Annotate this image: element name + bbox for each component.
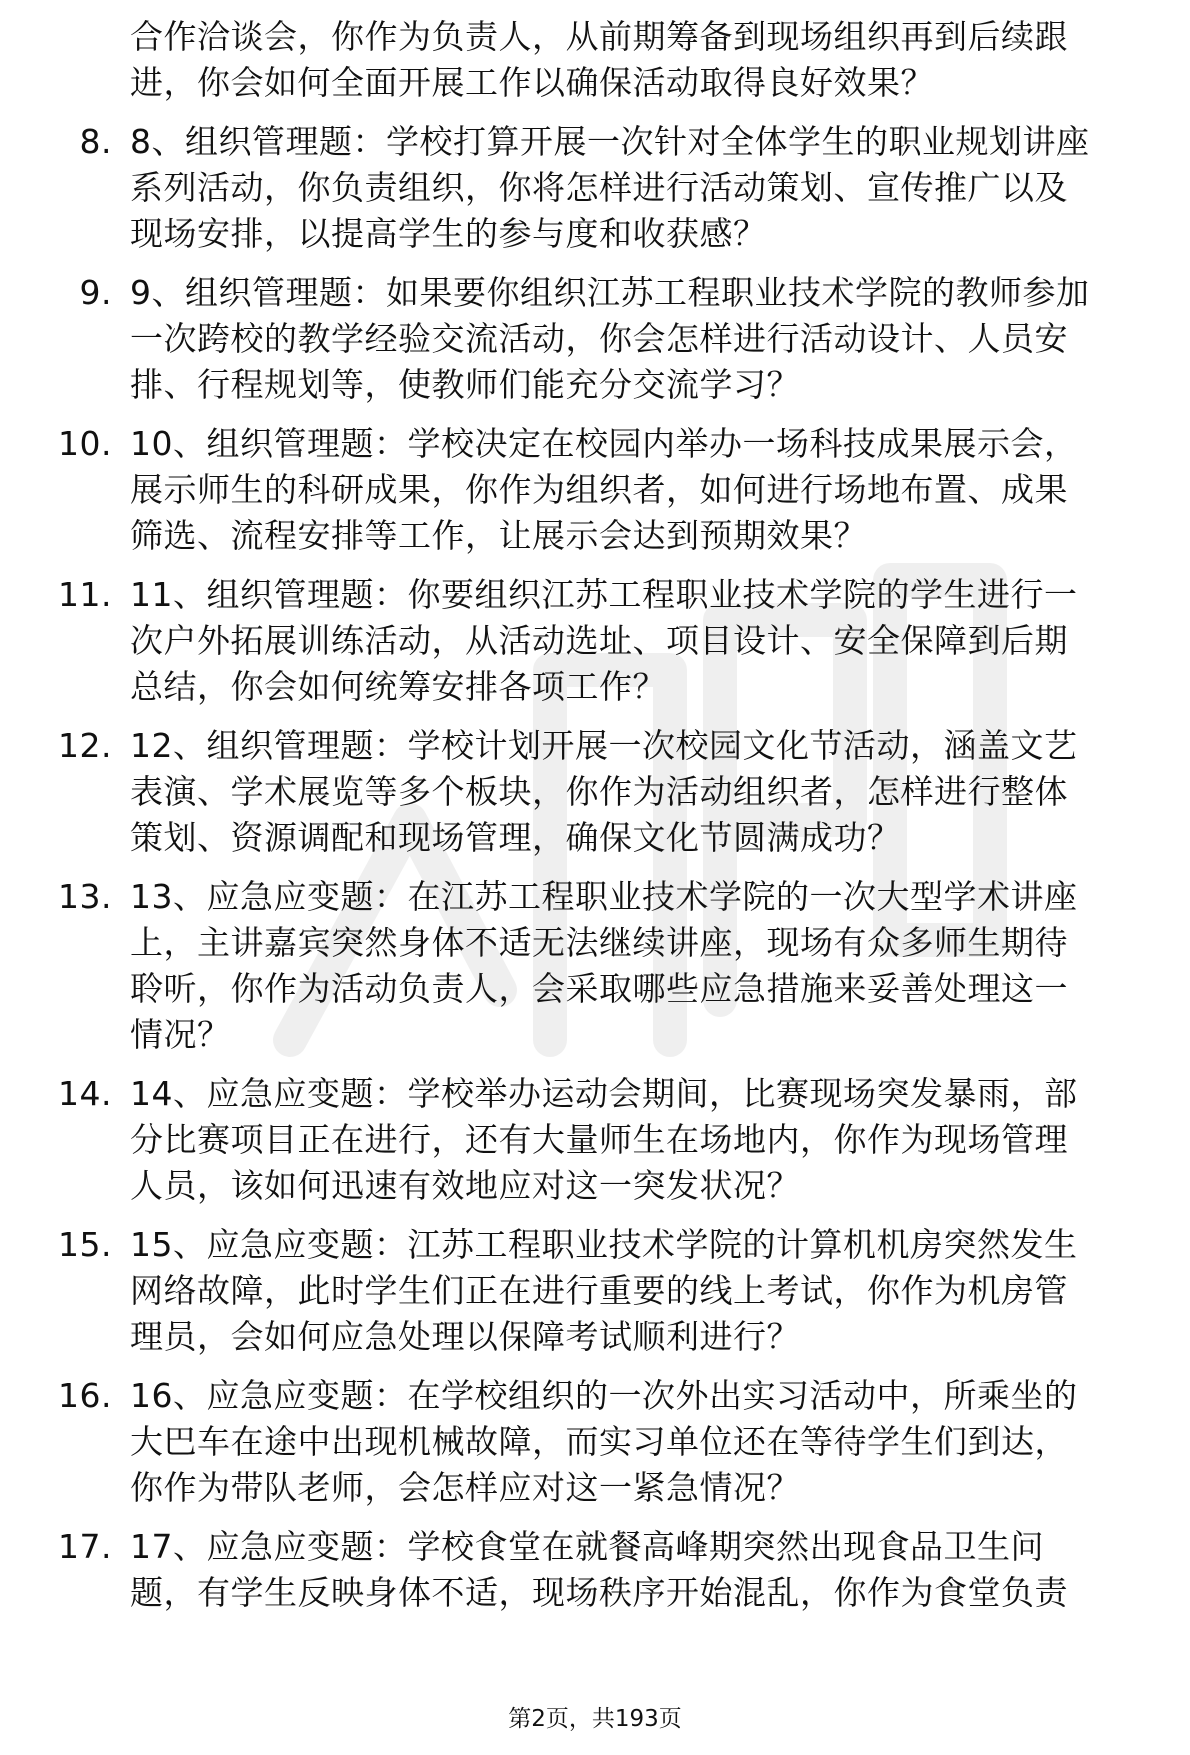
question-text: 9、组织管理题：如果要你组织江苏工程职业技术学院的教师参加 一次跨校的教学经验交流活动，你会怎样进行活动设计、人员安 排、行程规划等，使教师们能充分交流学习？ xyxy=(130,273,1090,404)
list-number: 13. xyxy=(58,877,112,916)
continuation-paragraph: 合作洽谈会，你作为负责人，从前期筹备到现场组织再到后续跟 进，你会如何全面开展工作以确保活动取得良好效果？ xyxy=(130,17,1068,102)
document-body xyxy=(0,14,1190,1616)
list-item xyxy=(0,874,1140,1058)
list-item xyxy=(0,421,1140,559)
question-text: 11、组织管理题：你要组织江苏工程职业技术学院的学生进行一 次户外拓展训练活动，从活动选址、项目设计、安全保障到后期 总结，你会如何统筹安排各项工作？ xyxy=(130,575,1078,706)
list-item xyxy=(0,1222,1140,1360)
question-text: 14、应急应变题：学校举办运动会期间，比赛现场突发暴雨，部 分比赛项目正在进行，还有大量师生在场地内，你作为现场管理 人员，该如何迅速有效地应对这一突发状况？ xyxy=(130,1074,1078,1205)
question-text: 10、组织管理题：学校决定在校园内举办一场科技成果展示会， 展示师生的科研成果，你作为组织者，如何进行场地布置、成果 筛选、流程安排等工作，让展示会达到预期效果？ xyxy=(130,424,1078,555)
question-list xyxy=(0,119,1190,1616)
list-item xyxy=(0,119,1140,257)
page-footer: 第2页，共193页 xyxy=(508,1706,682,1732)
list-item xyxy=(0,1524,1140,1616)
list-number: 11. xyxy=(58,575,112,614)
list-item xyxy=(0,270,1140,408)
question-text: 12、组织管理题：学校计划开展一次校园文化节活动，涵盖文艺 表演、学术展览等多个板块，你作为活动组织者，怎样进行整体 策划、资源调配和现场管理，确保文化节圆满成功？ xyxy=(130,726,1078,857)
list-number: 12. xyxy=(58,726,112,765)
list-item xyxy=(0,1071,1140,1209)
list-item xyxy=(0,572,1140,710)
question-text: 16、应急应变题：在学校组织的一次外出实习活动中，所乘坐的 大巴车在途中出现机械故障，而实习单位还在等待学生们到达， 你作为带队老师，会怎样应对这一紧急情况？ xyxy=(130,1376,1078,1507)
question-text: 8、组织管理题：学校打算开展一次针对全体学生的职业规划讲座 系列活动，你负责组织，你将怎样进行活动策划、宣传推广以及 现场安排，以提高学生的参与度和收获感？ xyxy=(130,122,1090,253)
list-number: 16. xyxy=(58,1376,112,1415)
list-number: 9. xyxy=(79,273,112,312)
list-item xyxy=(0,723,1140,861)
list-number: 14. xyxy=(58,1074,112,1113)
list-number: 10. xyxy=(58,424,112,463)
question-text: 13、应急应变题：在江苏工程职业技术学院的一次大型学术讲座 上，主讲嘉宾突然身体不适无法继续讲座，现场有众多师生期待 聆听，你作为活动负责人，会采取哪些应急措施来妥善处理这一 情况？ xyxy=(130,877,1078,1054)
list-item xyxy=(0,1373,1140,1511)
list-number: 8. xyxy=(79,122,112,161)
question-text: 15、应急应变题：江苏工程职业技术学院的计算机机房突然发生 网络故障，此时学生们正在进行重要的线上考试，你作为机房管 理员，会如何应急处理以保障考试顺利进行？ xyxy=(130,1225,1078,1356)
list-number: 17. xyxy=(58,1527,112,1566)
question-text: 17、应急应变题：学校食堂在就餐高峰期突然出现食品卫生问 题，有学生反映身体不适，现场秩序开始混乱，你作为食堂负责 xyxy=(130,1527,1068,1612)
list-number: 15. xyxy=(58,1225,112,1264)
